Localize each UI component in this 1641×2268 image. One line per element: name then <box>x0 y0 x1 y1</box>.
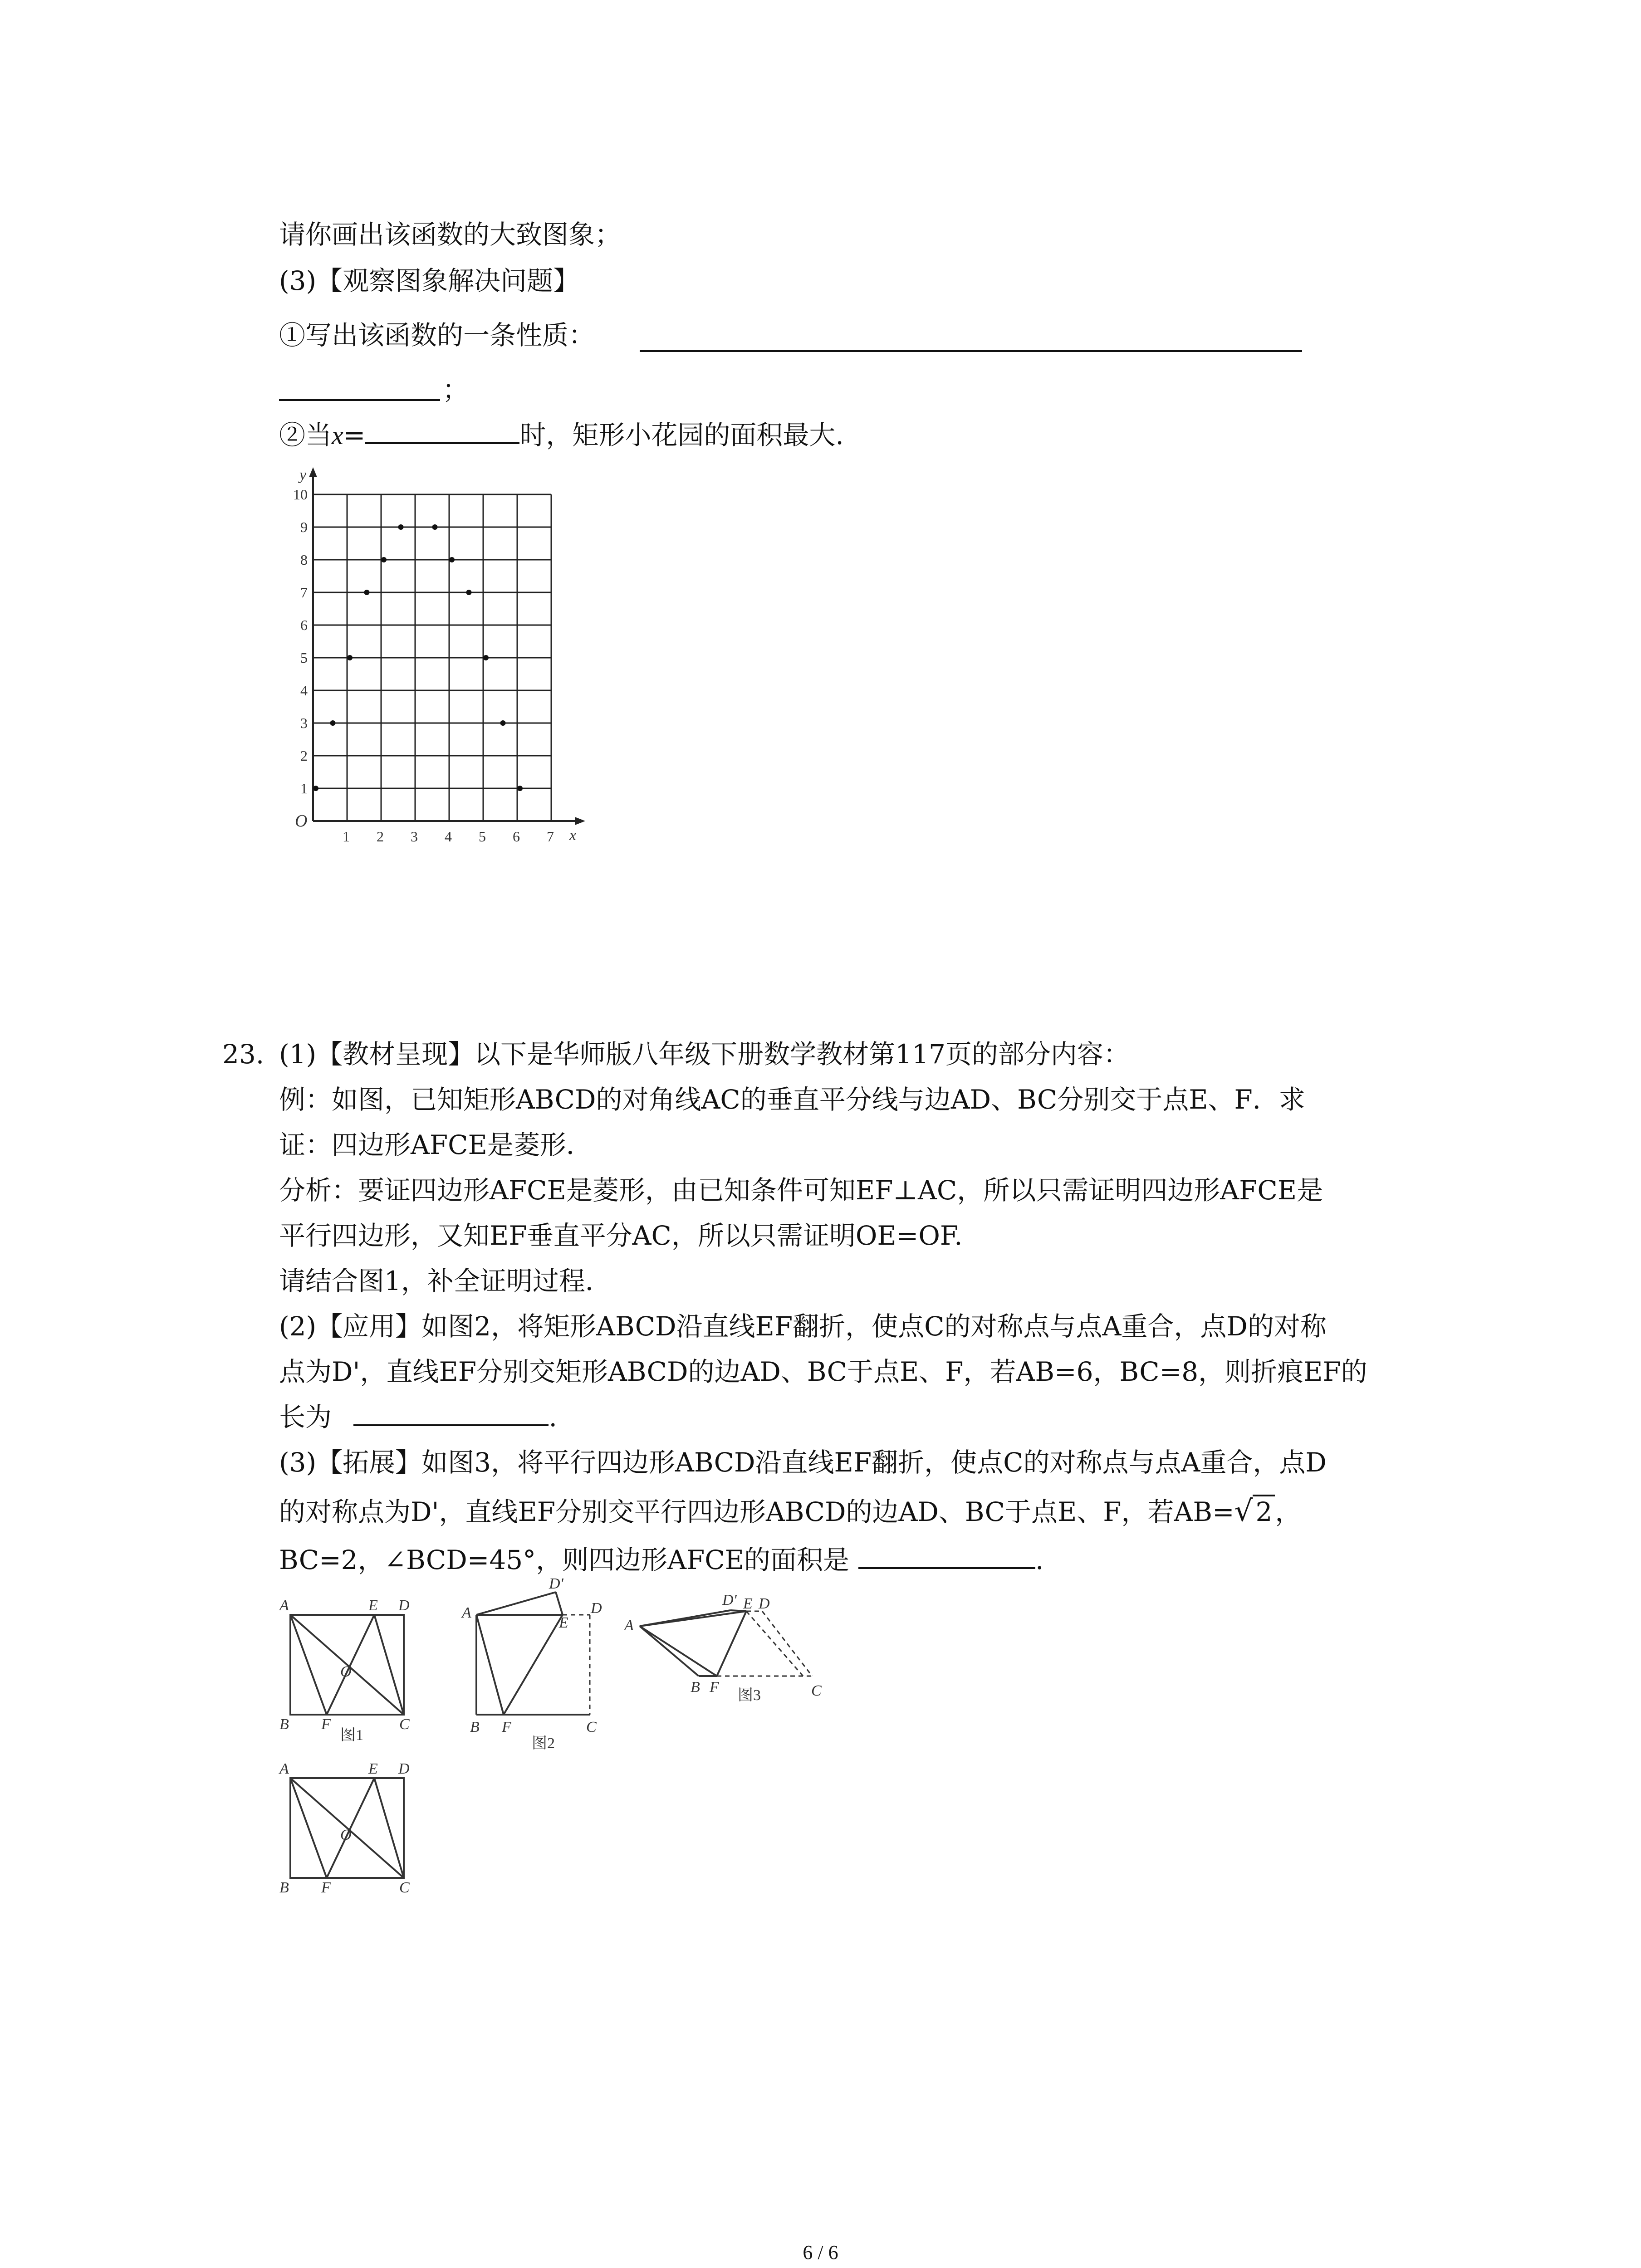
y-tick-label: 3 <box>300 715 308 731</box>
fig2-line-dpe <box>556 1592 563 1615</box>
fig1-label-c: C <box>399 1716 410 1733</box>
fig3-label-c: C <box>811 1682 822 1699</box>
fig2-caption: 图2 <box>532 1735 555 1751</box>
q22-equals: = <box>343 420 366 450</box>
data-point <box>466 590 472 595</box>
q22-property-blank-1[interactable] <box>640 350 1302 352</box>
y-tick-label: 8 <box>300 552 308 568</box>
q22-var-x: x <box>332 420 343 450</box>
q23-part3-line1: (3)【拓展】如图3，将平行四边形ABCD沿直线EF翻折，使点C的对称点与点A重合，点D <box>279 1447 1327 1478</box>
data-point <box>500 720 506 726</box>
sqrt-radicand: 2 <box>1253 1495 1275 1527</box>
fig1-label-b: B <box>279 1716 289 1733</box>
q23-part3-line3 <box>279 1547 1043 1573</box>
data-point <box>347 655 353 660</box>
y-tick-label: 2 <box>300 748 308 764</box>
x-tick-label: 6 <box>513 828 520 845</box>
fig2-label-f: F <box>502 1719 511 1735</box>
q23-number: 23. <box>222 1039 265 1070</box>
fig1-label-d: D <box>398 1597 410 1614</box>
fig3-line-af <box>640 1626 717 1676</box>
q23-part2-end: . <box>549 1402 557 1432</box>
x-tick-label: 1 <box>343 828 350 845</box>
fig3-label-dp: D' <box>722 1592 737 1608</box>
data-point <box>517 786 523 791</box>
q22-line-draw: 请你画出该函数的大致图象； <box>279 219 622 250</box>
q22-part3-title: (3)【观察图象解决问题】 <box>279 265 580 296</box>
q23-length-text: 长为 <box>279 1402 332 1432</box>
fig2-label-b: B <box>470 1719 480 1735</box>
y-tick-label: 6 <box>300 617 308 633</box>
fig3-label-b: B <box>691 1679 700 1696</box>
q23-part2-line3 <box>279 1404 557 1430</box>
q22-max-area-text: 时，矩形小花园的面积最大. <box>519 420 844 450</box>
q22-x-blank[interactable] <box>365 424 519 444</box>
data-point <box>313 786 318 791</box>
q22-max-area-question <box>279 422 844 449</box>
fig2-label-d: D <box>591 1600 602 1617</box>
fig1-caption: 图1 <box>340 1727 363 1742</box>
fig1-label-a: A <box>279 1597 289 1614</box>
fig3-dashed-dc <box>762 1611 812 1676</box>
q23-analysis-line2: 平行四边形，又知EF垂直平分AC，所以只需证明OE=OF. <box>279 1220 963 1251</box>
sqrt-symbol: √ <box>1234 1495 1253 1528</box>
fig1copy-label-o: O <box>340 1827 352 1843</box>
y-axis-label: y <box>299 467 307 484</box>
fig2-line-adp <box>476 1592 556 1615</box>
fig1-label-o: O <box>340 1663 352 1680</box>
q23-part1-intro: (1)【教材呈现】以下是华师版八年级下册数学教材第117页的部分内容： <box>279 1039 1130 1070</box>
fig3-line-ae <box>640 1611 746 1626</box>
x-tick-label: 7 <box>547 828 554 845</box>
fig3-caption: 图3 <box>738 1687 761 1704</box>
q23-analysis-line1: 分析：要证四边形AFCE是菱形，由已知条件可知EF⊥AC，所以只需证明四边形AFCE是 <box>279 1175 1323 1206</box>
fig3-line-ab <box>640 1626 699 1676</box>
data-point <box>483 655 489 660</box>
fig3-label-a: A <box>624 1617 634 1634</box>
fig1copy-line-ec <box>374 1778 404 1878</box>
fig3-label-e: E <box>743 1595 753 1612</box>
data-point <box>432 524 438 530</box>
y-tick-label: 1 <box>300 780 308 797</box>
q22-property-end: ； <box>442 374 469 405</box>
data-point <box>364 590 370 595</box>
figure-1 <box>277 1597 426 1742</box>
figure-1-copy <box>277 1760 426 1896</box>
q22-when-text: ②当 <box>279 420 332 450</box>
data-point <box>449 557 455 562</box>
fig3-line-fe <box>717 1611 746 1676</box>
fig1copy-label-a: A <box>279 1760 289 1777</box>
origin-label: O <box>295 811 308 831</box>
x-tick-label: 5 <box>479 828 486 845</box>
fig1-label-f: F <box>321 1716 331 1733</box>
figure-2 <box>458 1579 612 1751</box>
fig2-line-fe <box>504 1615 563 1715</box>
q23-example-line2: 证：四边形AFCE是菱形． <box>279 1129 593 1160</box>
fig2-label-e: E <box>559 1614 568 1631</box>
fig1copy-label-b: B <box>279 1879 289 1896</box>
x-tick-label: 2 <box>377 828 384 845</box>
fig1-label-e: E <box>368 1597 378 1614</box>
y-tick-label: 5 <box>300 650 308 666</box>
fig3-dashed-ec <box>746 1611 803 1676</box>
fig2-label-a: A <box>462 1604 471 1621</box>
y-tick-label: 7 <box>300 584 308 601</box>
data-point <box>381 557 387 562</box>
q23-comma: ， <box>1275 1496 1302 1527</box>
page-number: 6 / 6 <box>803 2241 838 2263</box>
q22-property-blank-2[interactable] <box>279 399 440 401</box>
y-axis-arrow <box>309 467 317 477</box>
q23-part2-line2: 点为D'，直线EF分别交矩形ABCD的边AD、BC于点E、F，若AB=6，BC=8，则折痕EF的 <box>279 1356 1367 1387</box>
fig1-line-ec <box>374 1615 404 1715</box>
fig3-label-d: D <box>759 1595 770 1612</box>
fig2-label-dp: D' <box>549 1579 563 1592</box>
figure-3 <box>622 1583 839 1728</box>
fig2-label-c: C <box>586 1719 597 1735</box>
y-tick-label: 9 <box>300 519 308 535</box>
fig1copy-label-e: E <box>368 1760 378 1777</box>
q23-complete-proof: 请结合图1，补全证明过程． <box>279 1266 612 1296</box>
y-tick-label: 4 <box>300 682 308 699</box>
fig2-line-af <box>476 1615 504 1715</box>
q23-part2-line1: (2)【应用】如图2，将矩形ABCD沿直线EF翻折，使点C的对称点与点A重合，点D的对称 <box>279 1311 1327 1342</box>
q23-example-line1: 例：如图，已知矩形ABCD的对角线AC的垂直平分线与边AD、BC分别交于点E、F．求 <box>279 1084 1305 1115</box>
q22-property-text: ①写出该函数的一条性质： <box>279 320 595 351</box>
x-tick-label: 4 <box>445 828 452 845</box>
fig1copy-label-c: C <box>399 1879 410 1896</box>
q23-ef-length-blank[interactable] <box>353 1406 549 1426</box>
fig3-label-f: F <box>710 1679 719 1696</box>
data-point <box>330 720 336 726</box>
q23-area-text: BC=2，∠BCD=45°，则四边形AFCE的面积是 <box>279 1545 849 1575</box>
data-point <box>398 524 404 530</box>
y-tick-label: 10 <box>293 486 308 503</box>
q23-area-blank[interactable] <box>858 1549 1035 1569</box>
fig1copy-label-d: D <box>398 1760 410 1777</box>
q23-part3-text: 的对称点为D'，直线EF分别交平行四边形ABCD的边AD、BC于点E、F，若AB= <box>279 1496 1234 1527</box>
x-tick-label: 3 <box>411 828 418 845</box>
x-axis-arrow <box>575 817 585 825</box>
q23-part3-end: . <box>1035 1545 1044 1575</box>
scatter-chart <box>281 458 590 857</box>
x-axis-label: x <box>569 827 577 844</box>
fig1copy-label-f: F <box>321 1879 331 1896</box>
q23-part3-line2 <box>279 1497 1301 1526</box>
q22-property-prompt <box>279 320 595 351</box>
